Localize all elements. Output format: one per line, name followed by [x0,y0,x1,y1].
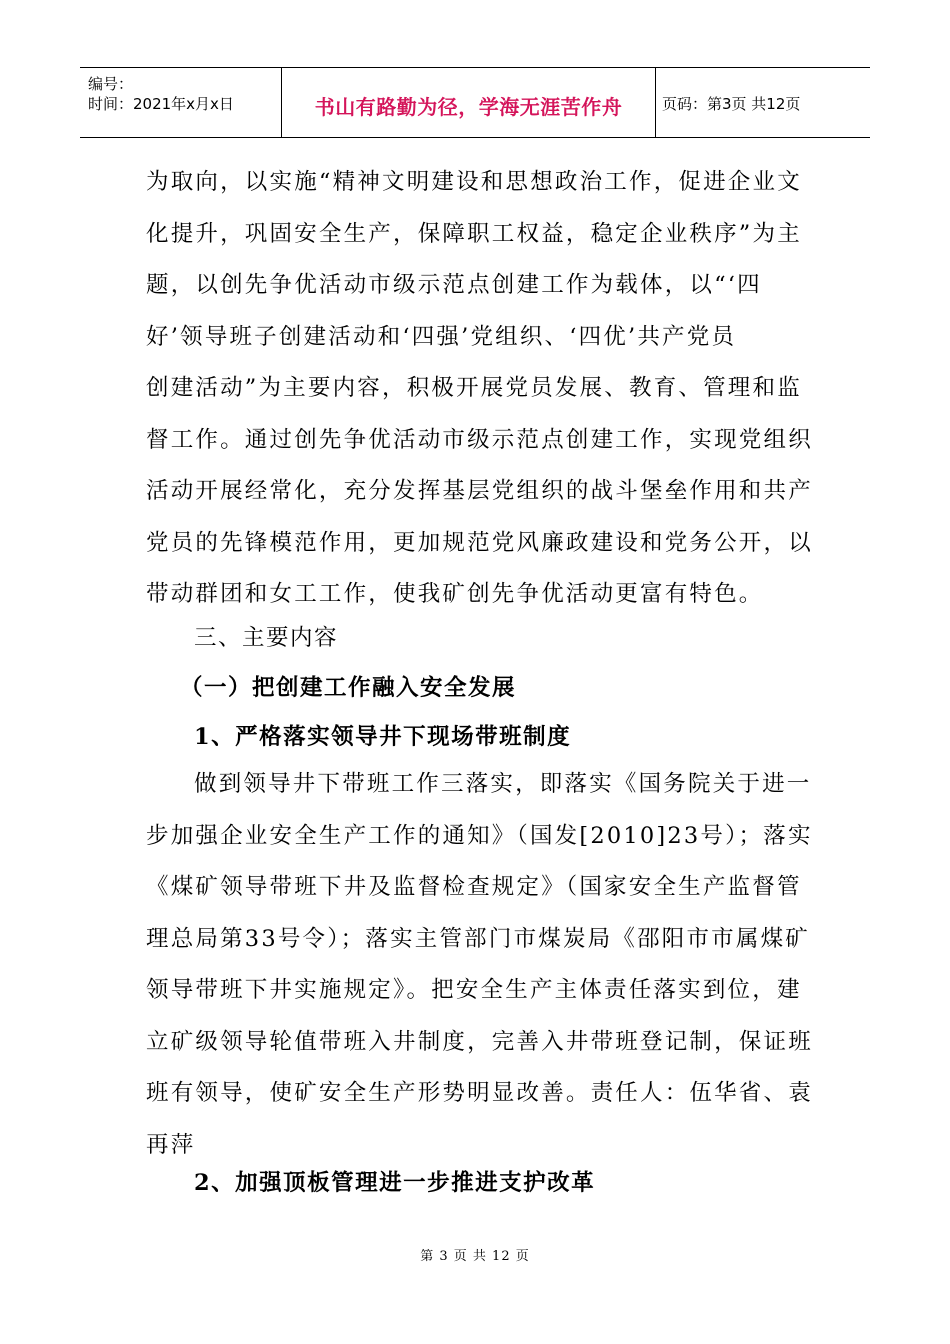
subsection-heading-safety: （一）把创建工作融入安全发展 [180,675,517,701]
paragraph-line: 班有领导，使矿安全生产形势明显改善。责任人：伍华省、袁 [146,1080,813,1106]
header-meta-cell [80,68,280,137]
document-header [80,67,870,138]
paragraph-line: 《煤矿领导带班下井及监督检查规定》（国家安全生产监督管 [146,874,802,900]
paragraph-line: 再萍 [146,1131,196,1158]
paragraph-line: 化提升，巩固安全生产，保障职工权益，稳定企业秩序”为主 [146,220,802,247]
document-number-label: 编号： [88,75,134,93]
paragraph-line: 好’领导班子创建活动和‘四强’党组织、‘四优’共产党员 [146,323,737,350]
section-heading-main-content: 三、主要内容 [194,625,339,651]
paragraph-line: 活动开展经常化，充分发挥基层党组织的战斗堡垒作用和共产 [146,478,813,504]
header-motto: 书山有路勤为径，学海无涯苦作舟 [314,95,623,119]
paragraph-line: 做到领导井下带班工作三落实，即落实《国务院关于进一 [194,771,812,797]
paragraph-line: 带动群团和女工工作，使我矿创先争优活动更富有特色。 [146,581,764,607]
paragraph-line: 领导带班下井实施规定》。把安全生产主体责任落实到位，建 [146,977,802,1003]
paragraph-line: 立矿级领导轮值带班入井制度，完善入井带班登记制，保证班 [146,1028,813,1055]
paragraph-line: 理总局第33号令）；落实主管部门市煤炭局《邵阳市市属煤矿 [146,925,810,952]
paragraph-line: 党员的先锋模范作用，更加规范党风廉政建设和党务公开，以 [146,529,813,556]
paragraph-line: 督工作。通过创先争优活动市级示范点创建工作，实现党组织 [146,426,813,453]
paragraph-purpose [146,157,813,621]
paragraph-line: 为取向，以实施“精神文明建设和思想政治工作，促进企业文 [146,169,802,195]
header-page-info: 页码：第3页 共12页 [662,95,801,113]
paragraph-line: 题，以创先争优活动市级示范点创建工作为载体，以“‘四 [146,272,762,298]
item-heading-leadership-shift: 1、严格落实领导井下现场带班制度 [194,724,572,750]
item-heading-roof-support: 2、加强顶板管理进一步推进支护改革 [194,1170,596,1196]
document-date-label: 时间：2021年x月x日 [88,95,234,113]
header-motto-cell [281,68,656,137]
header-page-cell [656,68,870,137]
paragraph-leadership-shift [146,759,813,1171]
paragraph-line: 创建活动”为主要内容，积极开展党员发展、教育、管理和监 [146,375,802,401]
page-footer: 第 3 页 共 12 页 [420,1249,530,1264]
paragraph-line: 步加强企业安全生产工作的通知》（国发[2010]23号）；落实 [146,822,813,849]
